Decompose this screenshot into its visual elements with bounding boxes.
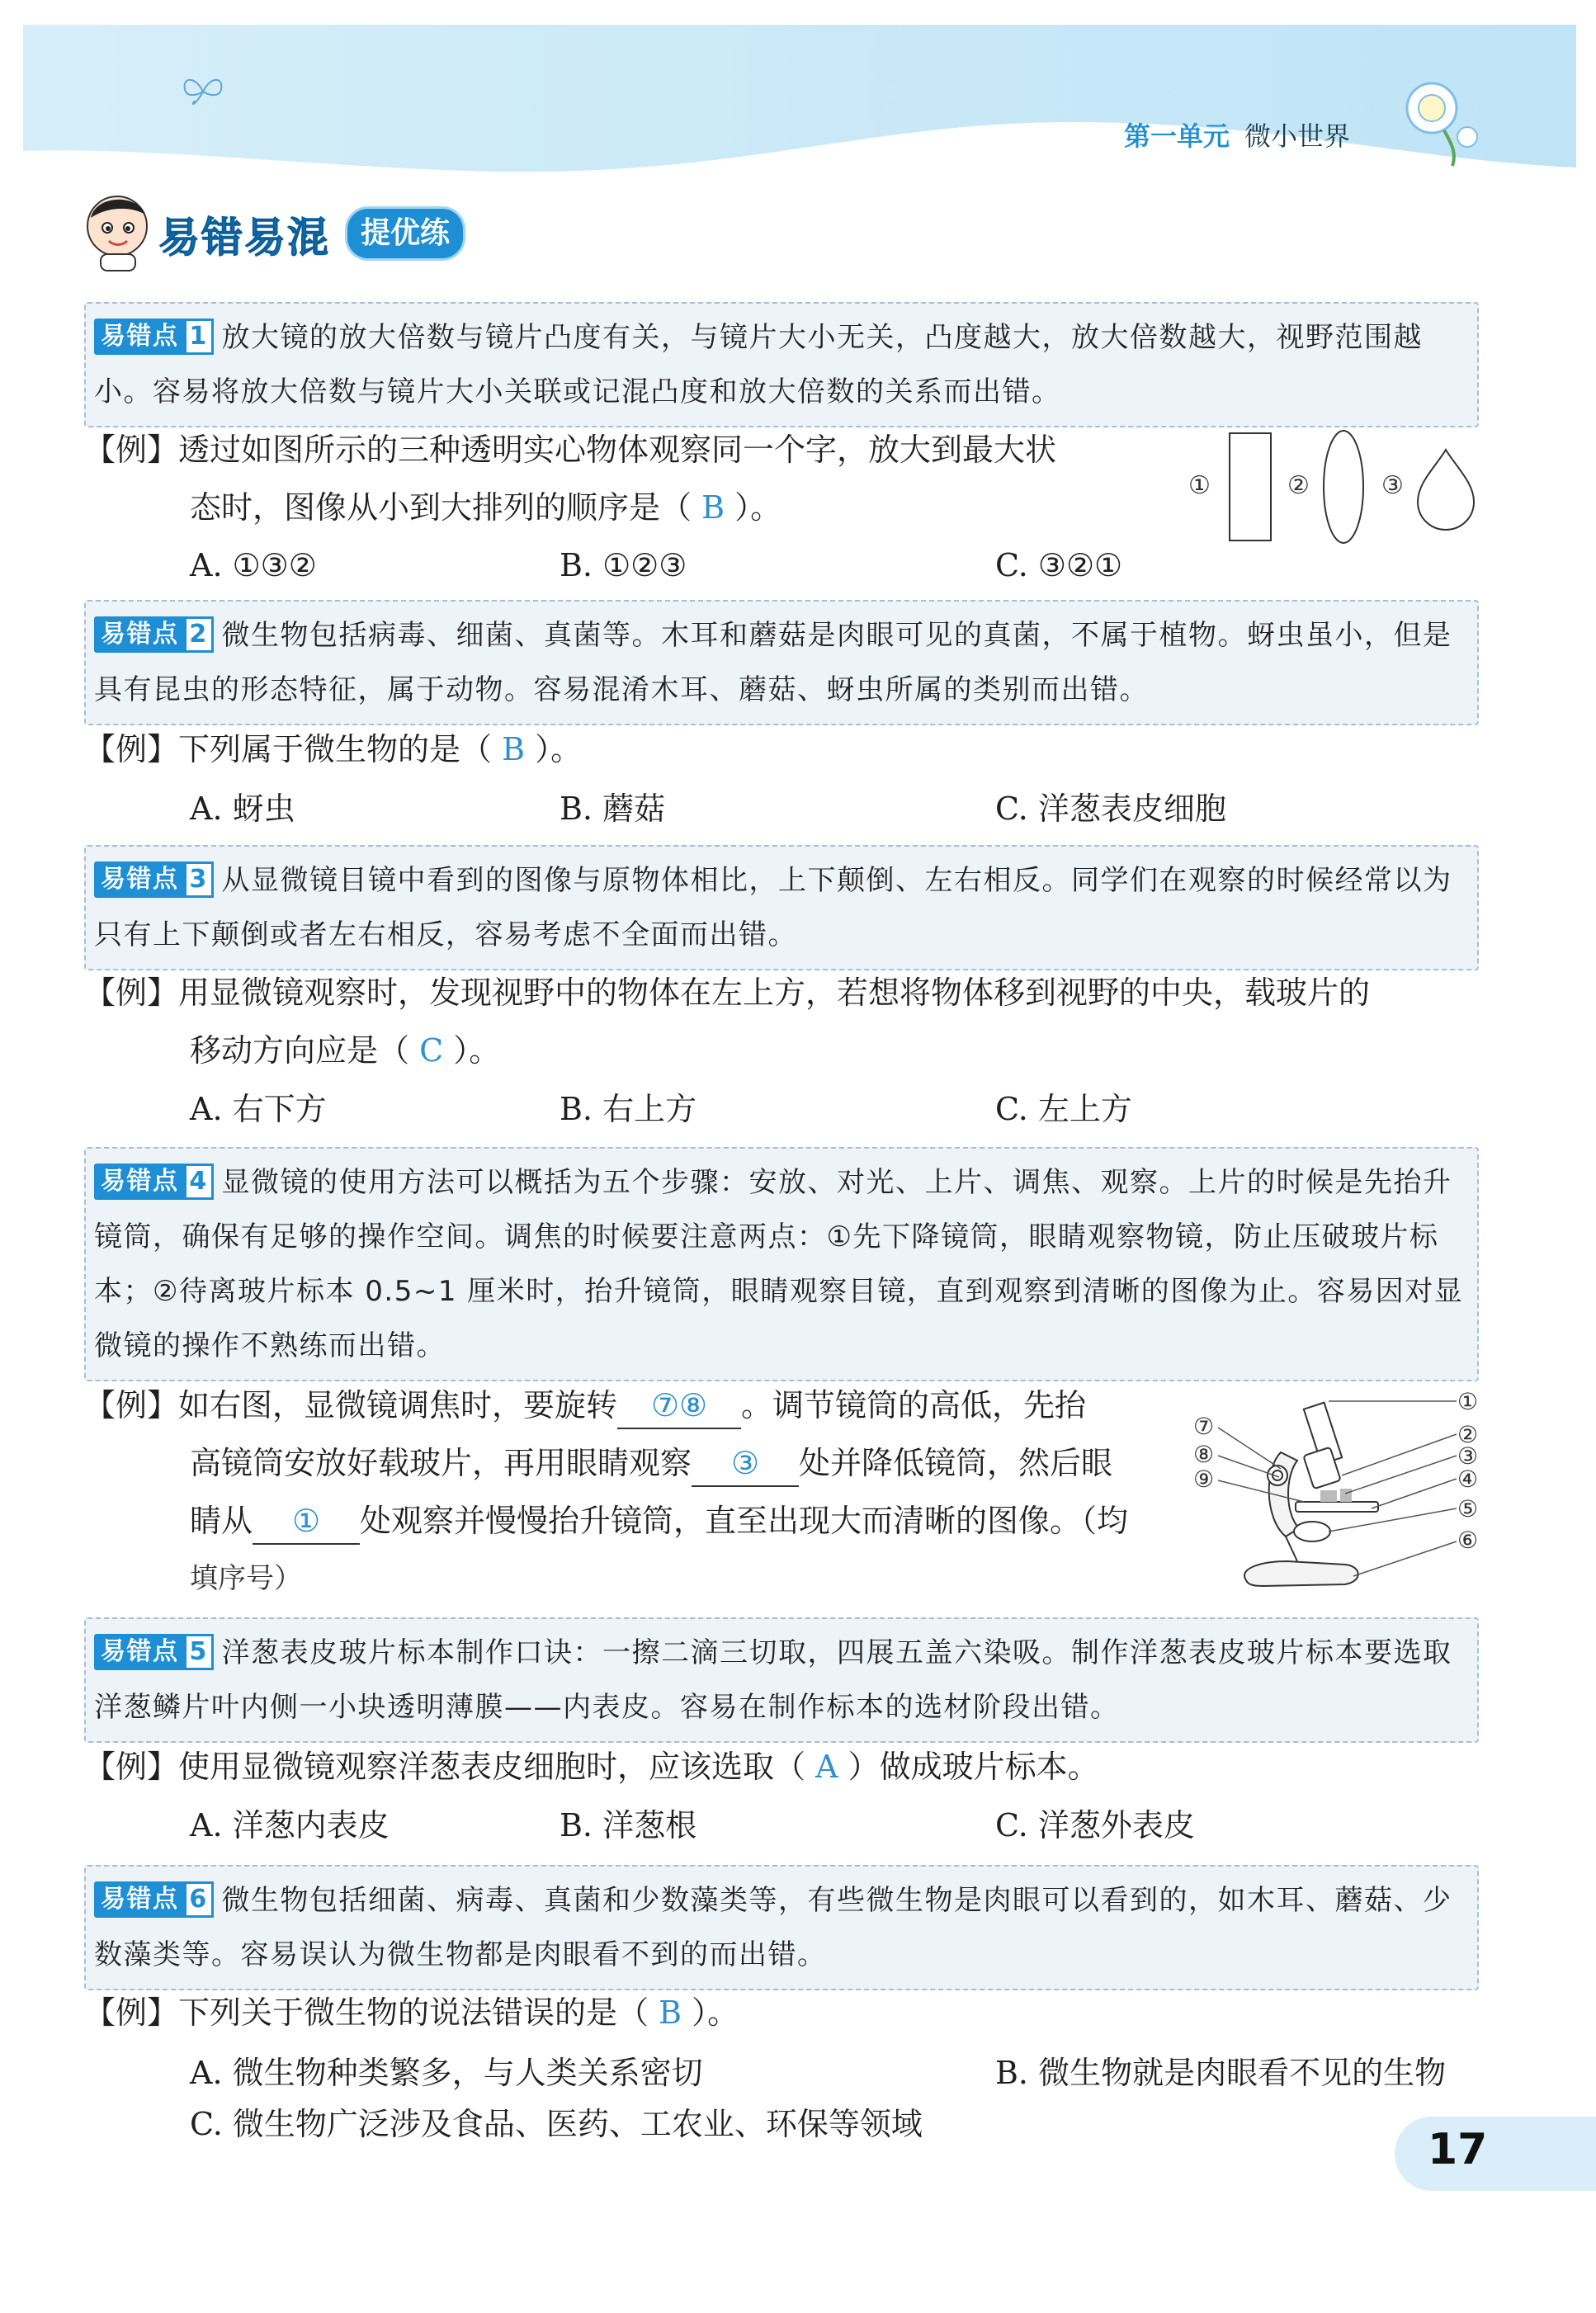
example-4	[84, 1376, 1190, 1607]
microscope-label-8: ⑧	[1193, 1441, 1215, 1468]
example-4-blank-2: ③	[692, 1441, 799, 1487]
option-c: C. ③②①	[995, 547, 1123, 583]
option-c: C. 洋葱表皮细胞	[995, 791, 1226, 827]
butterfly-icon	[178, 71, 228, 112]
example-4-line2b: 处并降低镜筒，然后眼	[799, 1445, 1113, 1481]
error-point-tag: 易错点 2	[94, 616, 214, 653]
error-point-text: 微生物包括病毒、细菌、真菌等。木耳和蘑菇是肉眼可见的真菌，不属于植物。蚜虫虽小，但是具有昆虫的形态特征，属于动物。容易混淆木耳、蘑菇、蚜虫所属的类别而出错。	[94, 619, 1452, 706]
example-label: 【例】	[84, 975, 179, 1011]
baby-mascot-icon	[83, 190, 158, 272]
example-4-line3b: 处观察并慢慢抬升镜筒，直至出现大而清晰的图像。（均	[360, 1503, 1129, 1539]
example-1-answer: B	[701, 489, 725, 526]
option-b: B. 右上方	[560, 1091, 697, 1127]
example-6-line1b: ）。	[692, 1994, 739, 2031]
example-4-line1a: 如右图，显微镜调焦时，要旋转	[178, 1387, 618, 1423]
example-4-blank-1: ⑦⑧	[617, 1383, 741, 1429]
option-a: A. 蚜虫	[190, 791, 295, 827]
example-label: 【例】	[84, 1749, 179, 1785]
example-5-line1a: 使用显微镜观察洋葱表皮细胞时，应该选取（	[178, 1749, 806, 1785]
section-title	[83, 188, 512, 279]
option-b: B. ①②③	[560, 547, 687, 583]
microscope-label-3: ③	[1457, 1442, 1479, 1470]
example-3-line2a: 移动方向应是（	[190, 1032, 410, 1069]
unit-label: 第一单元	[1124, 120, 1230, 152]
error-point-tag: 易错点 5	[94, 1634, 214, 1670]
example-label: 【例】	[84, 731, 179, 767]
example-1-line2a: 态时，图像从小到大排列的顺序是（	[190, 489, 692, 526]
microscope-label-4: ④	[1457, 1466, 1479, 1493]
lens-shapes-figure	[1188, 421, 1485, 545]
microscope-label-5: ⑤	[1457, 1495, 1479, 1522]
option-c: C. 左上方	[995, 1091, 1132, 1127]
section-title-main: 易错易混	[158, 214, 330, 262]
microscope-label-2: ②	[1457, 1421, 1479, 1448]
error-point-text: 显微镜的使用方法可以概括为五个步骤：安放、对光、上片、调焦、观察。上片的时候是先抬升镜筒，确保有足够的操作空间。调焦的时候要注意两点：①先下降镜筒，眼睛观察物镜，防止压破玻片标本；②待离玻片标本 0.5~1 厘米时，抬升镜筒，眼睛观察目镜，直到观察到清晰的图像为止。容易因对显微镜的操作不熟练而出错。	[94, 1166, 1464, 1362]
example-2	[84, 720, 1479, 778]
microscope-label-9: ⑨	[1193, 1466, 1215, 1493]
example-label: 【例】	[84, 1387, 179, 1423]
figure1-label-1: ①	[1188, 471, 1211, 500]
example-4-line1b: 。调节镜筒的高低，先抬	[741, 1387, 1087, 1423]
page-number-tab	[1395, 2117, 1596, 2191]
example-6	[84, 1984, 1479, 2042]
example-5-answer: A	[815, 1749, 838, 1785]
example-3-line1: 用显微镜观察时，发现视野中的物体在左上方，若想将物体移到视野的中央，载玻片的	[178, 975, 1371, 1011]
example-label: 【例】	[84, 1994, 179, 2031]
page-number: 17	[1428, 2125, 1488, 2174]
unit-name: 微小世界	[1244, 120, 1351, 152]
flower-icon	[1395, 71, 1485, 170]
option-a: A. 洋葱内表皮	[190, 1807, 390, 1843]
error-point-text: 放大镜的放大倍数与镜片凸度有关，与镜片大小无关，凸度越大，放大倍数越大，视野范围越小。容易将放大倍数与镜片大小关联或记混凸度和放大倍数的关系而出错。	[94, 321, 1423, 408]
figure1-label-3: ③	[1381, 471, 1404, 500]
water-drop-icon	[1418, 450, 1474, 530]
section-title-badge: 提优练	[345, 206, 465, 261]
error-point-5	[84, 1617, 1479, 1743]
example-2-line1a: 下列属于微生物的是（	[178, 731, 493, 767]
error-point-text: 从显微镜目镜中看到的图像与原物体相比，上下颠倒、左右相反。同学们在观察的时候经常以为只有上下颠倒或者左右相反，容易考虑不全面而出错。	[94, 864, 1452, 951]
example-5	[84, 1738, 1479, 1796]
error-point-tag: 易错点 4	[94, 1164, 214, 1200]
option-a: A. 微生物种类繁多，与人类关系密切	[190, 2055, 703, 2091]
rectangle-block-icon	[1230, 433, 1271, 540]
example-4-line3a: 睛从	[190, 1503, 253, 1539]
error-point-tag: 易错点 6	[94, 1881, 214, 1918]
error-point-1	[84, 302, 1479, 427]
example-2-line1b: ）。	[535, 731, 583, 767]
option-b: B. 微生物就是肉眼看不见的生物	[995, 2055, 1447, 2091]
option-c: C. 微生物广泛涉及食品、医药、工农业、环保等领域	[190, 2106, 923, 2142]
example-label: 【例】	[84, 432, 179, 468]
error-point-3	[84, 845, 1479, 970]
example-4-line2a: 高镜筒安放好载玻片，再用眼睛观察	[190, 1445, 692, 1481]
option-a: A. 右下方	[190, 1091, 327, 1127]
error-point-tag: 易错点 3	[94, 861, 214, 898]
example-4-line4: 填序号）	[190, 1562, 302, 1595]
header-wave-background	[0, 0, 1596, 190]
error-point-6	[84, 1865, 1479, 1990]
example-5-line1b: ）做成玻片标本。	[848, 1749, 1099, 1785]
option-b: B. 洋葱根	[560, 1807, 697, 1843]
microscope-figure	[1188, 1378, 1485, 1609]
example-6-line1a: 下列关于微生物的说法错误的是（	[178, 1994, 649, 2031]
example-3-answer: C	[419, 1032, 444, 1069]
error-point-text: 微生物包括细菌、病毒、真菌和少数藻类等，有些微生物是肉眼可以看到的，如木耳、蘑菇、少数藻类等。容易误认为微生物都是肉眼看不到的而出错。	[94, 1884, 1452, 1971]
example-1-line2b: ）。	[734, 489, 782, 526]
example-1-line1: 透过如图所示的三种透明实心物体观察同一个字，放大到最大状	[178, 432, 1057, 468]
option-a: A. ①③②	[190, 547, 317, 583]
option-b: B. 蘑菇	[560, 791, 666, 827]
example-3	[84, 964, 1487, 1079]
error-point-text: 洋葱表皮玻片标本制作口诀：一擦二滴三切取，四展五盖六染吸。制作洋葱表皮玻片标本要选取洋葱鳞片叶内侧一小块透明薄膜——内表皮。容易在制作标本的选材阶段出错。	[94, 1636, 1452, 1724]
error-point-tag: 易错点 1	[94, 319, 214, 355]
page-header	[0, 0, 1596, 190]
example-4-blank-3: ①	[253, 1499, 360, 1545]
microscope-label-7: ⑦	[1193, 1413, 1215, 1440]
option-c: C. 洋葱外表皮	[995, 1807, 1195, 1843]
example-3-line2b: ）。	[453, 1032, 501, 1069]
microscope-label-6: ⑥	[1457, 1527, 1479, 1554]
unit-title	[1124, 116, 1350, 153]
convex-lens-icon	[1324, 431, 1363, 543]
example-2-answer: B	[502, 731, 526, 767]
base-icon	[1244, 1561, 1358, 1586]
example-1	[84, 421, 1182, 536]
error-point-4	[84, 1147, 1479, 1381]
stage-icon	[1296, 1502, 1378, 1512]
figure1-label-2: ②	[1287, 471, 1310, 500]
microscope-label-1: ①	[1457, 1388, 1479, 1415]
error-point-2	[84, 600, 1479, 725]
example-6-answer: B	[659, 1994, 682, 2031]
